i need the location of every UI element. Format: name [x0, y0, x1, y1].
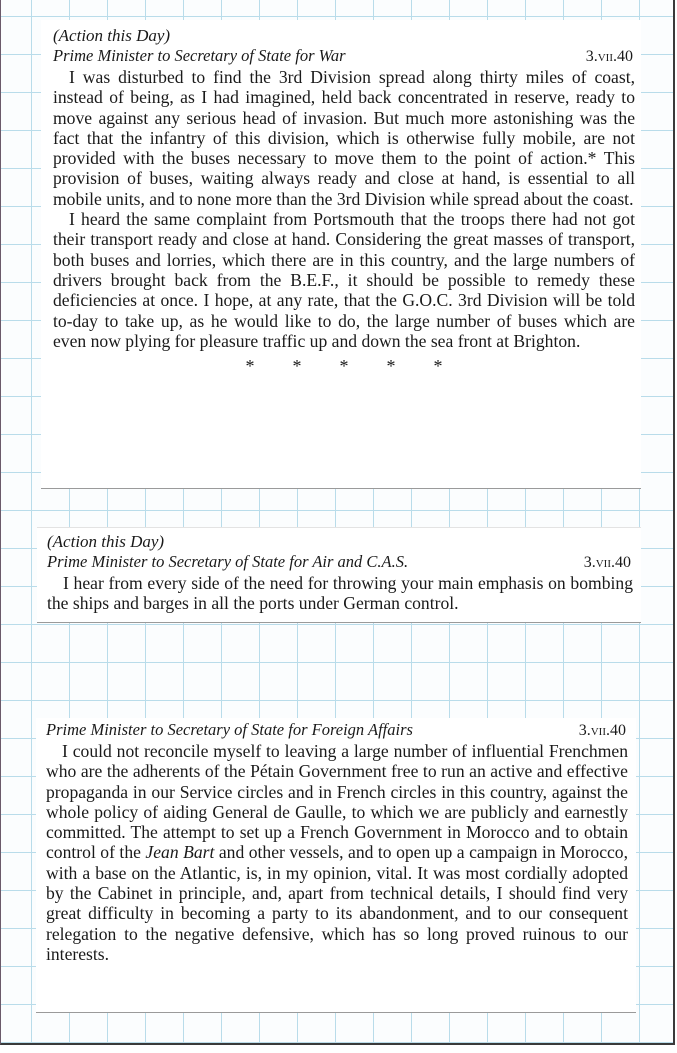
ship-name: Jean Bart	[145, 842, 215, 863]
memo-clipping-air	[37, 527, 641, 622]
memo-date: 3.vii.40	[583, 554, 631, 571]
memo-header	[47, 552, 633, 573]
star-icon: *	[245, 356, 255, 377]
memo-paragraph	[46, 741, 628, 964]
memo-paragraph: I was disturbed to find the 3rd Division spread along thirty miles of coast, instead of being, as I had imagined, held back concentrated in reserve, ready to move against any serious head of invasion. But much more astonishing was the fact that the infantry of this division, which is otherwise fully mobile, are not provided with the buses necessary to move them to the point of action.* This provision of buses, waiting always ready and close at hand, is essential to all mobile units, and to none more than the 3rd Division while spread about the coast.	[53, 67, 635, 209]
memo-header	[53, 46, 635, 67]
section-separator	[53, 355, 635, 377]
action-this-day-label: (Action this Day)	[47, 532, 165, 551]
paragraph-text: and other vessels, and to open up a campaign in Morocco, with a base on the Atlantic, is, in my opinion, vital. It was most cordially adopted by the Cabinet in principle, and, apart from technical details, I should find very great difficulty in becoming a party to its abandonment, and to our consequent relegation to the negative defensive, which has so long proved ruinous to our interests.	[46, 842, 629, 964]
memo-header	[46, 720, 628, 741]
star-icon: *	[292, 356, 302, 377]
action-this-day-label: (Action this Day)	[53, 26, 171, 45]
memo-addressee: Prime Minister to Secretary of State for Foreign Affairs	[46, 720, 413, 739]
star-icon: *	[386, 356, 396, 377]
star-icon: *	[339, 356, 349, 377]
memo-date: 3.vii.40	[578, 722, 626, 739]
memo-clipping-war	[41, 20, 641, 488]
memo-clipping-foreign-affairs	[36, 718, 636, 1012]
memo-addressee: Prime Minister to Secretary of State for War	[53, 46, 346, 65]
memo-paragraph: I heard the same complaint from Portsmouth that the troops there had not got their transport ready and close at hand. Considering the great masses of transport, both buses and lorries, which there are in this country, and the large numbers of drivers brought back from the B.E.F., it should be possible to remedy these deficiencies at once. I hope, at any rate, that the G.O.C. 3rd Division will be told to-day to take up, as he would like to do, the large number of buses which are even now plying for pleasure traffic up and down the sea front at Brighton.	[53, 209, 635, 351]
star-icon: *	[433, 356, 443, 377]
memo-date: 3.vii.40	[585, 48, 633, 65]
memo-paragraph: I hear from every side of the need for throwing your main emphasis on bombing the ships and barges in all the ports under German control.	[47, 573, 633, 614]
paragraph-text: I could not reconcile myself to leaving a large number of influential Frenchmen who are the adherents of the Pétain Government free to run an active and effective propaganda in our Service circles and in French circles in this country, against the whole policy of aiding General de Gaulle, to which we are publicly and earnestly committed. The attempt to set up a French Government in Morocco and to obtain control of the	[46, 741, 628, 863]
memo-addressee: Prime Minister to Secretary of State for Air and C.A.S.	[47, 552, 409, 571]
